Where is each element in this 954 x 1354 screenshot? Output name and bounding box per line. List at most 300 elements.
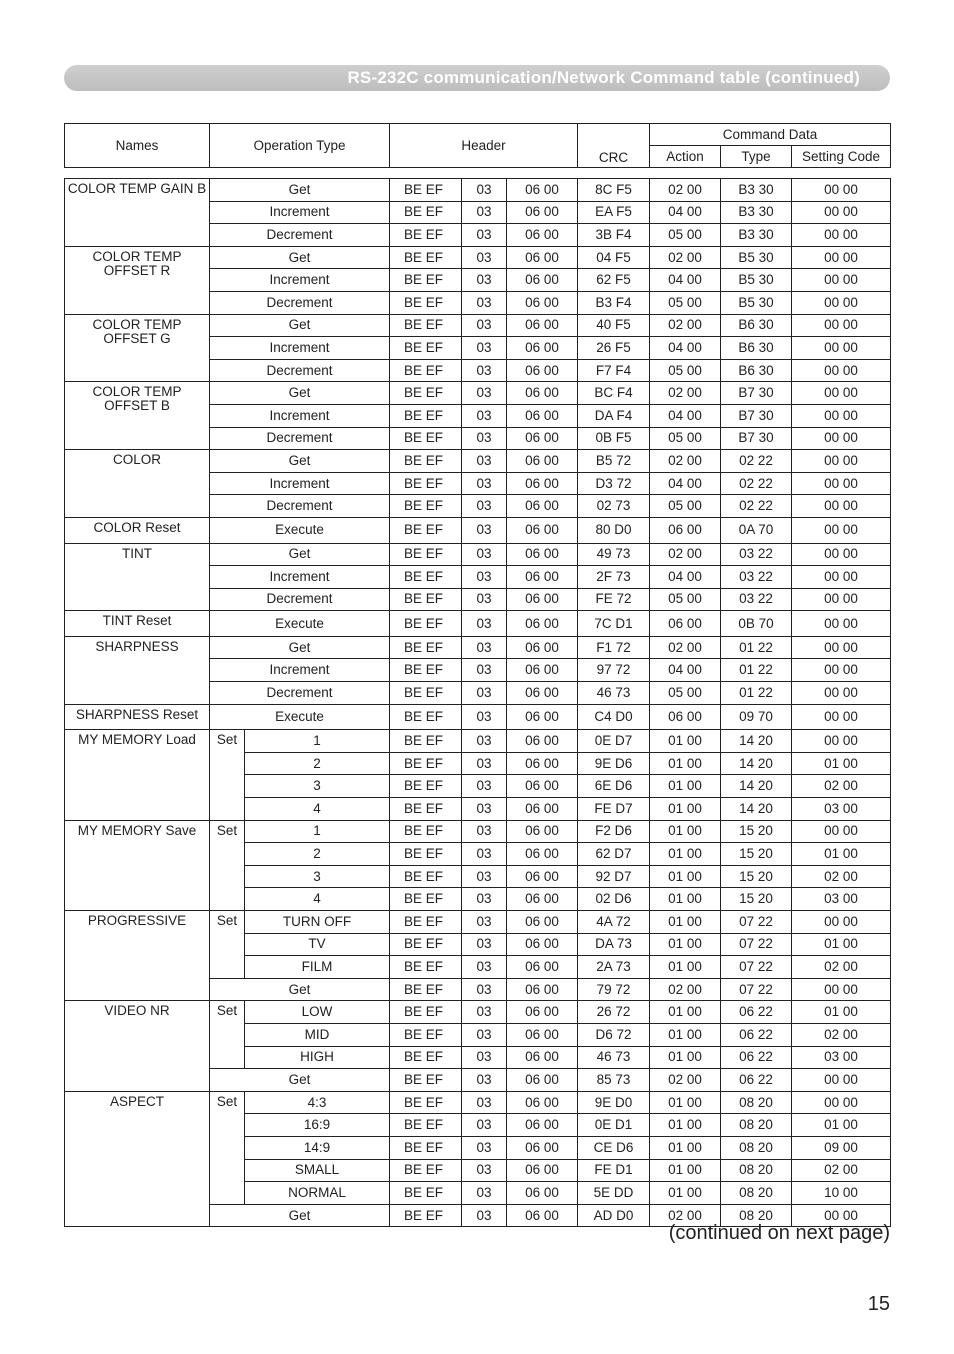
operation-value: FILM [245, 956, 390, 979]
operation-type: Get [210, 636, 390, 659]
setting-code-value: 01 00 [792, 933, 891, 956]
type-value: 06 22 [721, 1046, 792, 1069]
header-byte-3: 06 00 [507, 1046, 578, 1069]
header-byte-3: 06 00 [507, 517, 578, 543]
type-value: 14 20 [721, 775, 792, 798]
header-byte-2: 03 [462, 865, 507, 888]
type-value: 0B 70 [721, 611, 792, 637]
header-byte-1: BE EF [390, 636, 462, 659]
header-byte-2: 03 [462, 636, 507, 659]
header-byte-3: 06 00 [507, 956, 578, 979]
setting-code-value: 00 00 [792, 636, 891, 659]
setting-code-value: 00 00 [792, 472, 891, 495]
banner-title: RS-232C communication/Network Command table (continued) [347, 68, 860, 87]
header-byte-2: 03 [462, 427, 507, 450]
action-value: 01 00 [650, 752, 721, 775]
continued-note: (continued on next page) [668, 1222, 890, 1244]
action-value: 02 00 [650, 636, 721, 659]
col-operation-type: Operation Type [210, 124, 390, 168]
header-byte-1: BE EF [390, 179, 462, 202]
header-byte-3: 06 00 [507, 659, 578, 682]
crc-value: 02 73 [578, 495, 650, 518]
header-byte-2: 03 [462, 843, 507, 866]
header-byte-3: 06 00 [507, 1159, 578, 1182]
setting-code-value: 02 00 [792, 1023, 891, 1046]
header-byte-2: 03 [462, 1182, 507, 1205]
crc-value: AD D0 [578, 1204, 650, 1227]
crc-value: 9E D0 [578, 1091, 650, 1114]
header-byte-3: 06 00 [507, 888, 578, 911]
col-type: Type [721, 146, 792, 168]
crc-value: 26 F5 [578, 337, 650, 360]
crc-value: C4 D0 [578, 704, 650, 730]
crc-value: D6 72 [578, 1023, 650, 1046]
action-value: 05 00 [650, 291, 721, 314]
col-header: Header [390, 124, 578, 168]
setting-code-value: 00 00 [792, 978, 891, 1001]
spacer-row [65, 168, 891, 179]
operation-type: Get [210, 246, 390, 269]
operation-type: Increment [210, 337, 390, 360]
type-value: 08 20 [721, 1204, 792, 1227]
header-byte-3: 06 00 [507, 382, 578, 405]
operation-type: Decrement [210, 427, 390, 450]
header-byte-3: 06 00 [507, 1069, 578, 1092]
header-byte-2: 03 [462, 314, 507, 337]
operation-type: Increment [210, 566, 390, 589]
section-banner [64, 65, 890, 91]
header-byte-2: 03 [462, 495, 507, 518]
action-value: 01 00 [650, 1182, 721, 1205]
setting-code-value: 00 00 [792, 495, 891, 518]
header-byte-1: BE EF [390, 201, 462, 224]
crc-value: D3 72 [578, 472, 650, 495]
type-value: 06 22 [721, 1001, 792, 1024]
action-value: 01 00 [650, 1001, 721, 1024]
setting-code-value: 00 00 [792, 246, 891, 269]
action-value: 06 00 [650, 704, 721, 730]
type-value: 01 22 [721, 682, 792, 705]
action-value: 04 00 [650, 404, 721, 427]
crc-value: CE D6 [578, 1136, 650, 1159]
type-value: 07 22 [721, 956, 792, 979]
table-row [65, 1091, 891, 1114]
crc-value: 80 D0 [578, 517, 650, 543]
type-value: 15 20 [721, 820, 792, 843]
type-value: 0A 70 [721, 517, 792, 543]
action-value: 05 00 [650, 588, 721, 611]
col-command-data: Command Data [650, 124, 891, 146]
header-byte-1: BE EF [390, 1114, 462, 1137]
crc-value: 8C F5 [578, 179, 650, 202]
header-byte-2: 03 [462, 820, 507, 843]
operation-type: Get [210, 382, 390, 405]
operation-type: Increment [210, 659, 390, 682]
header-byte-1: BE EF [390, 956, 462, 979]
header-byte-3: 06 00 [507, 611, 578, 637]
action-value: 04 00 [650, 566, 721, 589]
crc-value: 0E D1 [578, 1114, 650, 1137]
type-value: 03 22 [721, 588, 792, 611]
command-name: ASPECT [65, 1091, 210, 1227]
header-byte-3: 06 00 [507, 337, 578, 360]
setting-code-value: 00 00 [792, 382, 891, 405]
command-table [64, 123, 891, 1227]
type-value: 14 20 [721, 752, 792, 775]
header-byte-2: 03 [462, 566, 507, 589]
setting-code-value: 00 00 [792, 1091, 891, 1114]
command-name: PROGRESSIVE [65, 911, 210, 1001]
header-byte-2: 03 [462, 704, 507, 730]
header-byte-1: BE EF [390, 543, 462, 566]
operation-type: Increment [210, 404, 390, 427]
setting-code-value: 00 00 [792, 269, 891, 292]
action-value: 02 00 [650, 543, 721, 566]
type-value: B6 30 [721, 337, 792, 360]
setting-code-value: 02 00 [792, 956, 891, 979]
type-value: 02 22 [721, 495, 792, 518]
operation-type: Execute [210, 517, 390, 543]
header-byte-1: BE EF [390, 359, 462, 382]
command-name: MY MEMORY Load [65, 730, 210, 820]
crc-value: 2A 73 [578, 956, 650, 979]
crc-value: 40 F5 [578, 314, 650, 337]
operation-value: HIGH [245, 1046, 390, 1069]
header-byte-3: 06 00 [507, 495, 578, 518]
type-value: B6 30 [721, 359, 792, 382]
action-value: 02 00 [650, 1069, 721, 1092]
header-byte-3: 06 00 [507, 775, 578, 798]
setting-code-value: 02 00 [792, 775, 891, 798]
header-byte-3: 06 00 [507, 704, 578, 730]
header-byte-3: 06 00 [507, 359, 578, 382]
action-value: 04 00 [650, 201, 721, 224]
operation-type: Increment [210, 201, 390, 224]
header-byte-2: 03 [462, 1091, 507, 1114]
action-value: 05 00 [650, 224, 721, 247]
header-byte-1: BE EF [390, 888, 462, 911]
action-value: 01 00 [650, 956, 721, 979]
header-byte-3: 06 00 [507, 933, 578, 956]
action-value: 05 00 [650, 495, 721, 518]
header-byte-1: BE EF [390, 566, 462, 589]
table-row [65, 611, 891, 637]
operation-value: 2 [245, 752, 390, 775]
header-byte-1: BE EF [390, 1136, 462, 1159]
crc-value: 92 D7 [578, 865, 650, 888]
header-byte-3: 06 00 [507, 588, 578, 611]
setting-code-value: 00 00 [792, 1069, 891, 1092]
header-byte-2: 03 [462, 1046, 507, 1069]
operation-type: Get [210, 978, 390, 1001]
type-value: 09 70 [721, 704, 792, 730]
header-byte-1: BE EF [390, 337, 462, 360]
header-byte-1: BE EF [390, 1046, 462, 1069]
crc-value: 26 72 [578, 1001, 650, 1024]
action-value: 04 00 [650, 472, 721, 495]
header-byte-1: BE EF [390, 224, 462, 247]
action-value: 01 00 [650, 1159, 721, 1182]
action-value: 01 00 [650, 911, 721, 934]
type-value: B7 30 [721, 404, 792, 427]
header-byte-1: BE EF [390, 820, 462, 843]
type-value: 15 20 [721, 865, 792, 888]
crc-value: 49 73 [578, 543, 650, 566]
crc-value: 62 F5 [578, 269, 650, 292]
header-byte-3: 06 00 [507, 1091, 578, 1114]
operation-type: Get [210, 1204, 390, 1227]
action-value: 01 00 [650, 1023, 721, 1046]
header-byte-1: BE EF [390, 246, 462, 269]
action-value: 01 00 [650, 1046, 721, 1069]
crc-value: DA 73 [578, 933, 650, 956]
header-byte-2: 03 [462, 224, 507, 247]
header-byte-1: BE EF [390, 517, 462, 543]
command-name: COLOR TEMP GAIN B [65, 179, 210, 247]
col-crc: CRC [578, 124, 650, 168]
set-label: Set [210, 1091, 245, 1204]
header-byte-1: BE EF [390, 798, 462, 821]
action-value: 04 00 [650, 337, 721, 360]
operation-type: Execute [210, 704, 390, 730]
operation-value: 4:3 [245, 1091, 390, 1114]
action-value: 01 00 [650, 1091, 721, 1114]
header-byte-2: 03 [462, 246, 507, 269]
table-row [65, 911, 891, 934]
action-value: 06 00 [650, 517, 721, 543]
type-value: B7 30 [721, 427, 792, 450]
set-label: Set [210, 730, 245, 820]
crc-value: FE D1 [578, 1159, 650, 1182]
operation-value: MID [245, 1023, 390, 1046]
setting-code-value: 00 00 [792, 543, 891, 566]
setting-code-value: 00 00 [792, 337, 891, 360]
header-byte-3: 06 00 [507, 291, 578, 314]
header-byte-2: 03 [462, 775, 507, 798]
header-byte-2: 03 [462, 1069, 507, 1092]
header-byte-1: BE EF [390, 382, 462, 405]
crc-value: 0B F5 [578, 427, 650, 450]
operation-value: 4 [245, 888, 390, 911]
header-byte-3: 06 00 [507, 450, 578, 473]
setting-code-value: 01 00 [792, 752, 891, 775]
header-byte-3: 06 00 [507, 820, 578, 843]
header-byte-2: 03 [462, 543, 507, 566]
type-value: 14 20 [721, 730, 792, 753]
crc-value: EA F5 [578, 201, 650, 224]
setting-code-value: 00 00 [792, 404, 891, 427]
command-name: VIDEO NR [65, 1001, 210, 1091]
type-value: 07 22 [721, 911, 792, 934]
header-byte-1: BE EF [390, 404, 462, 427]
header-byte-2: 03 [462, 337, 507, 360]
setting-code-value: 00 00 [792, 224, 891, 247]
operation-value: TURN OFF [245, 911, 390, 934]
operation-value: 1 [245, 820, 390, 843]
header-byte-1: BE EF [390, 588, 462, 611]
action-value: 01 00 [650, 933, 721, 956]
header-byte-2: 03 [462, 888, 507, 911]
command-name: COLOR TEMP OFFSET B [65, 382, 210, 450]
type-value: 07 22 [721, 933, 792, 956]
header-byte-2: 03 [462, 1001, 507, 1024]
table-row [65, 730, 891, 753]
type-value: 07 22 [721, 978, 792, 1001]
table-row [65, 246, 891, 269]
header-byte-2: 03 [462, 269, 507, 292]
command-name: COLOR TEMP OFFSET G [65, 314, 210, 382]
setting-code-value: 02 00 [792, 1159, 891, 1182]
crc-value: 6E D6 [578, 775, 650, 798]
type-value: 03 22 [721, 543, 792, 566]
action-value: 06 00 [650, 611, 721, 637]
header-byte-3: 06 00 [507, 404, 578, 427]
action-value: 01 00 [650, 798, 721, 821]
operation-type: Get [210, 450, 390, 473]
header-byte-2: 03 [462, 798, 507, 821]
header-byte-1: BE EF [390, 1001, 462, 1024]
operation-value: 3 [245, 865, 390, 888]
header-byte-2: 03 [462, 291, 507, 314]
header-byte-2: 03 [462, 179, 507, 202]
command-name: TINT Reset [65, 611, 210, 637]
header-byte-1: BE EF [390, 730, 462, 753]
crc-value: FE 72 [578, 588, 650, 611]
setting-code-value: 01 00 [792, 843, 891, 866]
operation-type: Decrement [210, 682, 390, 705]
crc-value: 9E D6 [578, 752, 650, 775]
command-name: MY MEMORY Save [65, 820, 210, 910]
setting-code-value: 00 00 [792, 704, 891, 730]
action-value: 04 00 [650, 659, 721, 682]
type-value: 08 20 [721, 1091, 792, 1114]
action-value: 02 00 [650, 382, 721, 405]
header-byte-3: 06 00 [507, 1114, 578, 1137]
header-byte-3: 06 00 [507, 1204, 578, 1227]
header-byte-1: BE EF [390, 1023, 462, 1046]
operation-type: Decrement [210, 359, 390, 382]
type-value: 01 22 [721, 659, 792, 682]
type-value: B5 30 [721, 269, 792, 292]
command-name: COLOR TEMP OFFSET R [65, 246, 210, 314]
table-row [65, 314, 891, 337]
type-value: B5 30 [721, 246, 792, 269]
crc-value: F2 D6 [578, 820, 650, 843]
header-byte-1: BE EF [390, 911, 462, 934]
table-row [65, 179, 891, 202]
table-row [65, 1001, 891, 1024]
setting-code-value: 03 00 [792, 1046, 891, 1069]
crc-value: 0E D7 [578, 730, 650, 753]
setting-code-value: 00 00 [792, 730, 891, 753]
operation-value: 2 [245, 843, 390, 866]
col-action: Action [650, 146, 721, 168]
crc-value: 79 72 [578, 978, 650, 1001]
crc-value: 62 D7 [578, 843, 650, 866]
setting-code-value: 00 00 [792, 682, 891, 705]
crc-value: 7C D1 [578, 611, 650, 637]
header-byte-3: 06 00 [507, 911, 578, 934]
header-row-1 [65, 124, 891, 146]
action-value: 01 00 [650, 775, 721, 798]
setting-code-value: 10 00 [792, 1182, 891, 1205]
setting-code-value: 00 00 [792, 659, 891, 682]
action-value: 01 00 [650, 843, 721, 866]
table-row [65, 820, 891, 843]
type-value: B6 30 [721, 314, 792, 337]
crc-value: B3 F4 [578, 291, 650, 314]
operation-value: TV [245, 933, 390, 956]
action-value: 02 00 [650, 978, 721, 1001]
header-byte-3: 06 00 [507, 472, 578, 495]
command-name: COLOR [65, 450, 210, 518]
header-byte-3: 06 00 [507, 1001, 578, 1024]
header-byte-1: BE EF [390, 1204, 462, 1227]
header-byte-2: 03 [462, 978, 507, 1001]
action-value: 01 00 [650, 1136, 721, 1159]
col-names: Names [65, 124, 210, 168]
header-byte-3: 06 00 [507, 543, 578, 566]
type-value: 14 20 [721, 798, 792, 821]
type-value: B3 30 [721, 179, 792, 202]
table-row [65, 543, 891, 566]
setting-code-value: 00 00 [792, 427, 891, 450]
crc-value: B5 72 [578, 450, 650, 473]
header-byte-1: BE EF [390, 843, 462, 866]
header-byte-1: BE EF [390, 775, 462, 798]
header-byte-1: BE EF [390, 704, 462, 730]
type-value: 06 22 [721, 1069, 792, 1092]
page-number: 15 [867, 1293, 890, 1315]
header-byte-3: 06 00 [507, 1136, 578, 1159]
action-value: 01 00 [650, 888, 721, 911]
header-byte-2: 03 [462, 1023, 507, 1046]
header-byte-3: 06 00 [507, 978, 578, 1001]
setting-code-value: 01 00 [792, 1114, 891, 1137]
setting-code-value: 00 00 [792, 450, 891, 473]
header-byte-2: 03 [462, 201, 507, 224]
type-value: B5 30 [721, 291, 792, 314]
header-byte-3: 06 00 [507, 1182, 578, 1205]
setting-code-value: 00 00 [792, 179, 891, 202]
table-row [65, 382, 891, 405]
header-byte-2: 03 [462, 682, 507, 705]
type-value: B7 30 [721, 382, 792, 405]
action-value: 01 00 [650, 1114, 721, 1137]
header-byte-2: 03 [462, 1159, 507, 1182]
col-setting-code: Setting Code [792, 146, 891, 168]
table-row [65, 704, 891, 730]
operation-type: Get [210, 543, 390, 566]
type-value: 06 22 [721, 1023, 792, 1046]
operation-value: 4 [245, 798, 390, 821]
type-value: B3 30 [721, 224, 792, 247]
header-byte-3: 06 00 [507, 179, 578, 202]
type-value: B3 30 [721, 201, 792, 224]
action-value: 02 00 [650, 246, 721, 269]
setting-code-value: 00 00 [792, 201, 891, 224]
header-byte-2: 03 [462, 611, 507, 637]
operation-type: Get [210, 1069, 390, 1092]
operation-type: Decrement [210, 588, 390, 611]
action-value: 05 00 [650, 682, 721, 705]
crc-value: DA F4 [578, 404, 650, 427]
action-value: 05 00 [650, 359, 721, 382]
header-byte-3: 06 00 [507, 201, 578, 224]
header-byte-3: 06 00 [507, 843, 578, 866]
operation-type: Decrement [210, 224, 390, 247]
header-byte-2: 03 [462, 517, 507, 543]
